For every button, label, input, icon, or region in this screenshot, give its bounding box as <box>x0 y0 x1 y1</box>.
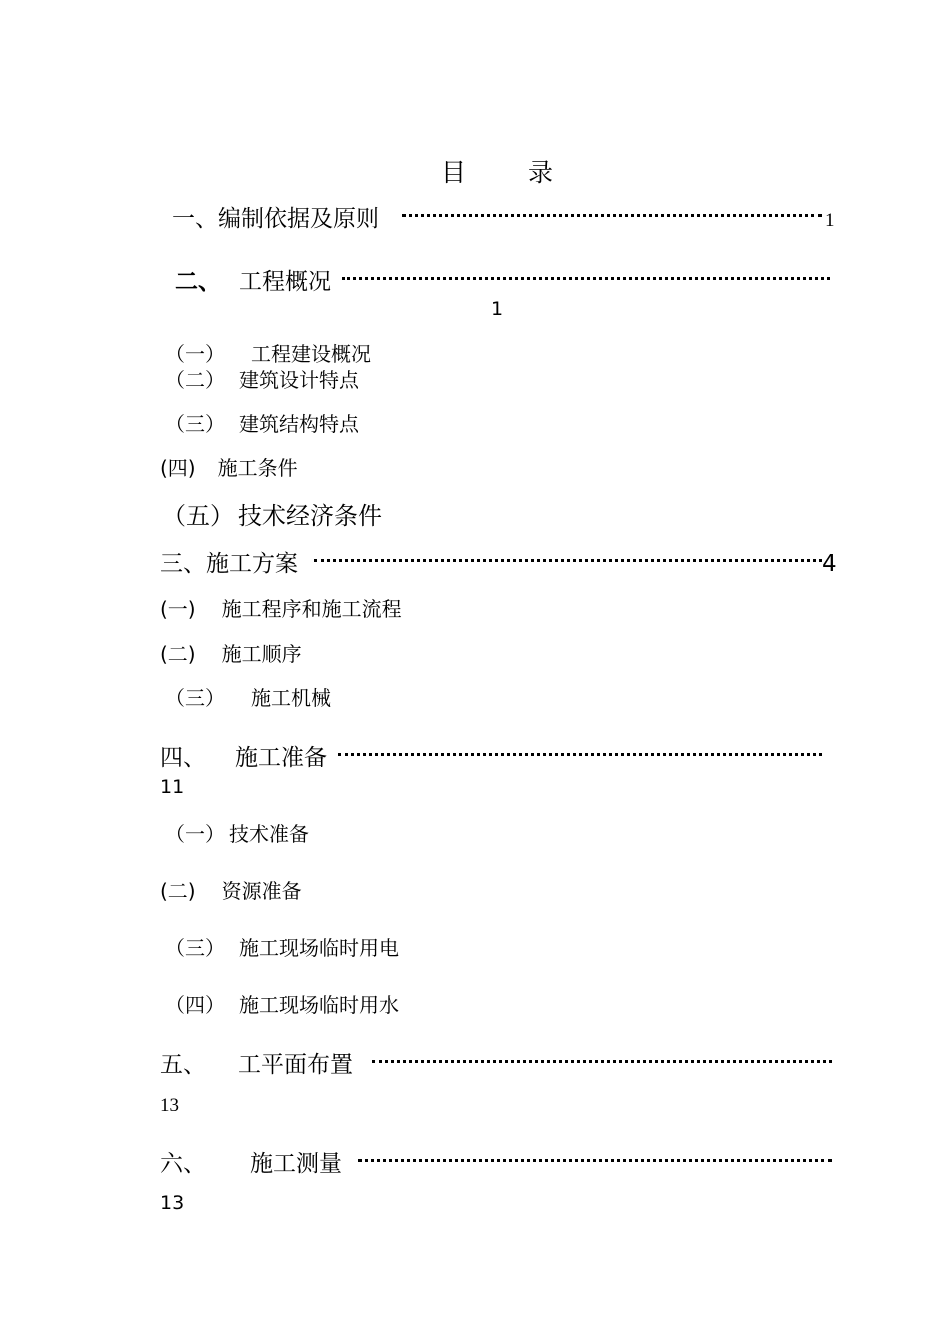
toc-entry-s2-label[interactable]: 工程概况 <box>239 269 331 295</box>
toc-entry-s5-num: 五、 <box>160 1052 206 1078</box>
toc-entry-s6-label[interactable]: 施工测量 <box>250 1151 342 1177</box>
toc-leader-s1 <box>402 214 822 217</box>
toc-title-right: 录 <box>528 158 554 187</box>
toc-item[interactable]: （一） 工程建设概况 <box>165 342 371 366</box>
toc-entry-s4-num: 四、 <box>160 745 206 771</box>
toc-leader-s5 <box>372 1060 832 1063</box>
toc-leader-s2 <box>342 277 830 280</box>
toc-item[interactable]: (二) 资源准备 <box>160 879 302 903</box>
toc-item[interactable]: （三） 施工现场临时用电 <box>165 936 399 960</box>
toc-leader-s6 <box>358 1159 832 1162</box>
toc-item[interactable]: (四) 施工条件 <box>160 456 298 480</box>
toc-entry-s1-page[interactable]: 1 <box>825 210 835 231</box>
toc-leader-s3 <box>314 559 822 562</box>
toc-item[interactable]: （一） 技术准备 <box>165 822 309 846</box>
toc-entry-s4-page[interactable]: 11 <box>160 776 185 798</box>
toc-entry-s2-page[interactable]: 1 <box>491 298 504 320</box>
toc-item[interactable]: （二） 建筑设计特点 <box>165 368 359 392</box>
toc-entry-s5-label[interactable]: 工平面布置 <box>238 1052 353 1078</box>
toc-item[interactable]: （五） 技术经济条件 <box>162 502 382 530</box>
toc-item[interactable]: （四） 施工现场临时用水 <box>165 993 399 1017</box>
toc-item[interactable]: (二) 施工顺序 <box>160 642 302 666</box>
toc-item[interactable]: （三） 施工机械 <box>165 686 331 710</box>
toc-leader-s4 <box>338 753 822 756</box>
toc-entry-s3-page[interactable]: 4 <box>822 551 837 577</box>
toc-entry-s6-page[interactable]: 13 <box>160 1192 185 1214</box>
toc-entry-s1-label[interactable]: 一、编制依据及原则 <box>172 206 379 232</box>
toc-title <box>441 160 553 185</box>
toc-title-left: 目 <box>441 158 467 187</box>
toc-entry-s6-num: 六、 <box>160 1151 206 1177</box>
toc-entry-s3-label[interactable]: 三、施工方案 <box>160 551 298 577</box>
toc-entry-s5-page[interactable]: 13 <box>160 1095 179 1116</box>
toc-entry-s4-label[interactable]: 施工准备 <box>235 745 327 771</box>
toc-entry-s2-num: 二、 <box>175 269 221 295</box>
toc-item[interactable]: (一) 施工程序和施工流程 <box>160 597 402 621</box>
toc-item[interactable]: （三） 建筑结构特点 <box>165 412 359 436</box>
